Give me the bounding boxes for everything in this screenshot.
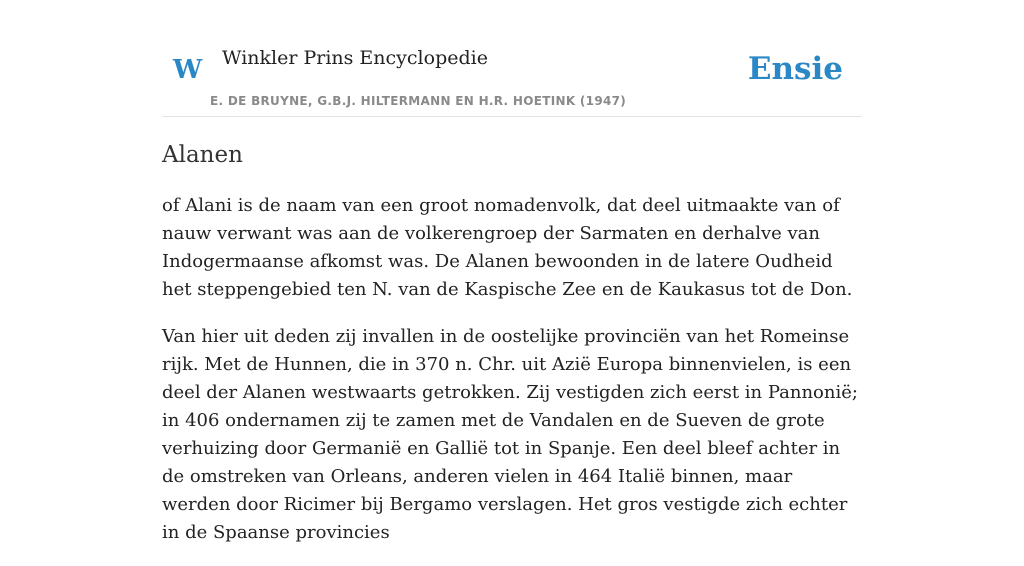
brand-logo[interactable]: Ensie <box>747 51 843 87</box>
article-body <box>162 192 862 566</box>
source-title[interactable]: Winkler Prins Encyclopedie <box>222 47 488 69</box>
source-logo-icon[interactable]: W <box>173 55 203 85</box>
article-title: Alanen <box>162 142 243 168</box>
article-paragraph: of Alani is de naam van een groot nomadenvolk, dat deel uitmaakte van of nauw verwant was aan de volkerengroep der Sarmaten en derhalve van Indogermaanse afkomst was. De Alanen bewoonden in de latere Oudheid het steppengebied ten N. van de Kaspische Zee en de Kaukasus tot de Don. <box>162 195 853 300</box>
source-authors: E. DE BRUYNE, G.B.J. HILTERMANN EN H.R. HOETINK (1947) <box>210 94 627 108</box>
source-header <box>162 0 862 117</box>
article-paragraph: Van hier uit deden zij invallen in de oostelijke provinciën van het Romeinse rijk. Met de Hunnen, die in 370 n. Chr. uit Azië Europa binnenvielen, is een deel der Alanen westwaarts getrokken. Zij vestigden zich eerst in Pannonië; in 406 ondernamen zij te zamen met de Vandalen en de Sueven de grote verhuizing door Germanië en Gallië tot in Spanje. Een deel bleef achter in de omstreken van Orleans, anderen vielen in 464 Italië binnen, maar werden door Ricimer bij Bergamo verslagen. Het gros vestigde zich echter in de Spaanse provincies <box>162 326 858 543</box>
